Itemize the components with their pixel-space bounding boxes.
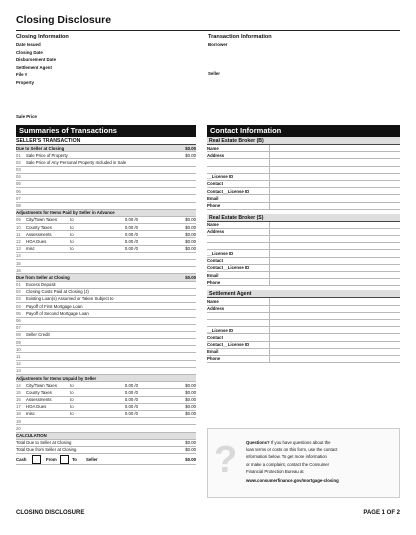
contact-field-row bbox=[207, 243, 400, 250]
contact-field-row: Contact bbox=[207, 334, 400, 341]
cash-row: Cash From To Seller $0.00 bbox=[16, 454, 196, 465]
table-row: 06 bbox=[16, 188, 196, 195]
contact-field-row bbox=[207, 313, 400, 320]
contact-field-value[interactable] bbox=[269, 167, 400, 173]
table-row: 02 Closing Costs Paid at Closing (J) bbox=[16, 289, 196, 296]
contact-block-title: Settlement Agent bbox=[207, 290, 400, 298]
contact-field-value[interactable] bbox=[269, 334, 400, 340]
contact-field-value[interactable] bbox=[269, 181, 400, 187]
table-row: 20 bbox=[16, 425, 196, 432]
contact-field-value[interactable] bbox=[269, 327, 400, 333]
contact-field-value[interactable] bbox=[269, 243, 400, 249]
contact-field-value[interactable] bbox=[269, 306, 400, 312]
table-row: 15 County Taxes to 0.00 /0 $0.00 bbox=[16, 389, 196, 395]
table-row: 07 bbox=[16, 325, 196, 332]
contact-field-value[interactable] bbox=[269, 356, 400, 362]
contact-field-row: Email bbox=[207, 349, 400, 356]
title-rule bbox=[16, 30, 400, 31]
contact-field-row bbox=[207, 236, 400, 243]
contact-block-title: Real Estate Broker (B) bbox=[207, 137, 400, 145]
summaries-heading: Summaries of Transactions bbox=[16, 125, 196, 137]
contact-field-value[interactable] bbox=[269, 272, 400, 278]
closing-date-label: Closing Date bbox=[16, 49, 43, 55]
contact-field-value[interactable] bbox=[269, 258, 400, 264]
contact-field-value[interactable] bbox=[269, 222, 400, 228]
contact-heading: Contact Information bbox=[207, 125, 400, 137]
table-row: 16 Assessments to 0.00 /0 $0.00 bbox=[16, 397, 196, 403]
contact-block-title: Real Estate Broker (S) bbox=[207, 214, 400, 222]
table-row: 14 bbox=[16, 253, 196, 260]
contact-information bbox=[207, 125, 400, 363]
table-row: 09 City/Town Taxes to 0.00 /0 $0.00 bbox=[16, 217, 196, 223]
contact-field-value[interactable] bbox=[269, 195, 400, 201]
contact-field-value[interactable] bbox=[269, 174, 400, 180]
table-row: 16 bbox=[16, 267, 196, 274]
contact-field-value[interactable] bbox=[269, 203, 400, 209]
transaction-information bbox=[208, 34, 398, 49]
contact-field-row: Email bbox=[207, 195, 400, 202]
total-due-from-seller-row: Total Due from Seller at Closing $0.00 bbox=[16, 447, 196, 453]
contact-field-value[interactable] bbox=[269, 229, 400, 235]
sellers-transaction-heading: SELLER'S TRANSACTION bbox=[16, 137, 196, 145]
calculation-heading-row: CALCULATION bbox=[16, 433, 196, 440]
table-row: 04 Payoff of First Mortgage Loan bbox=[16, 303, 196, 310]
table-row: 12 HOA Dues to 0.00 /0 $0.00 bbox=[16, 238, 196, 244]
table-row: 13 misc to 0.00 /0 $0.00 bbox=[16, 246, 196, 252]
contact-field-row: __License ID bbox=[207, 250, 400, 257]
from-checkbox[interactable] bbox=[32, 455, 41, 464]
due-to-seller-row: Due to Seller at Closing $0.00 bbox=[16, 145, 196, 151]
table-row: 14 City/Town Taxes to 0.00 /0 $0.00 bbox=[16, 382, 196, 388]
cfpb-link[interactable]: www.consumerfinance.gov/mortgage-closing bbox=[246, 478, 339, 484]
total-due-to-seller-row: Total Due to Seller at Closing $0.00 bbox=[16, 440, 196, 446]
table-row: 13 bbox=[16, 368, 196, 375]
contact-field-value[interactable] bbox=[269, 188, 400, 194]
contact-field-row: Address bbox=[207, 229, 400, 236]
contact-field-value[interactable] bbox=[269, 159, 400, 165]
contact-field-row: Phone bbox=[207, 279, 400, 286]
table-row: 10 bbox=[16, 346, 196, 353]
contact-field-row: Contact__License ID bbox=[207, 342, 400, 349]
contact-field-row: Phone bbox=[207, 203, 400, 210]
table-row: 08 bbox=[16, 203, 196, 210]
contact-field-row: Address bbox=[207, 306, 400, 313]
contact-field-row: __License ID bbox=[207, 174, 400, 181]
contact-block bbox=[207, 137, 400, 210]
disbursement-date-label: Disbursement Date bbox=[16, 57, 57, 62]
contact-field-value[interactable] bbox=[269, 236, 400, 242]
contact-field-row bbox=[207, 167, 400, 174]
page-title: Closing Disclosure bbox=[16, 14, 112, 26]
contact-field-row bbox=[207, 159, 400, 166]
contact-field-row: Contact bbox=[207, 181, 400, 188]
sale-price-label: Sale Price bbox=[16, 114, 37, 119]
table-row: 10 County Taxes to 0.00 /0 $0.00 bbox=[16, 224, 196, 230]
contact-field-value[interactable] bbox=[269, 279, 400, 285]
contact-field-value[interactable] bbox=[269, 250, 400, 256]
table-row: 04 bbox=[16, 174, 196, 181]
table-row: 12 bbox=[16, 361, 196, 368]
contact-block bbox=[207, 214, 400, 287]
contact-field-row: Address bbox=[207, 152, 400, 159]
closing-info-heading: Closing Information bbox=[16, 34, 69, 40]
table-row: 06 bbox=[16, 318, 196, 325]
questions-box bbox=[207, 428, 400, 498]
table-row: 01 Sale Price of Property $0.00 bbox=[16, 152, 196, 158]
contact-field-value[interactable] bbox=[269, 145, 400, 151]
contact-block bbox=[207, 290, 400, 363]
summaries-of-transactions bbox=[16, 125, 196, 465]
seller-label: Seller bbox=[208, 71, 220, 76]
contact-field-value[interactable] bbox=[269, 152, 400, 158]
table-row: 03 Existing Loan(s) Assumed or Taken Subject to bbox=[16, 296, 196, 303]
contact-field-value[interactable] bbox=[269, 298, 400, 304]
contact-field-row: Contact bbox=[207, 258, 400, 265]
contact-field-row: Email bbox=[207, 272, 400, 279]
table-row: 05 Payoff of Second Mortgage Loan bbox=[16, 310, 196, 317]
adjust-unpaid-heading-row: Adjustments for Items Unpaid by Seller bbox=[16, 375, 196, 382]
to-checkbox[interactable] bbox=[60, 455, 69, 464]
property-label: Property bbox=[16, 79, 35, 85]
footer-page-number: PAGE 1 OF 2 bbox=[363, 510, 400, 516]
contact-field-row: Contact__License ID bbox=[207, 188, 400, 195]
table-row: 11 bbox=[16, 353, 196, 360]
table-row: 11 Assessments to 0.00 /0 $0.00 bbox=[16, 231, 196, 237]
table-row: 05 bbox=[16, 181, 196, 188]
questions-text: Questions? If you have questions about the loan terms or costs on this form, use the contact information below. To get more information or make a complaint, contact the Consumer Financial Protection Bureau at www.consumerfinance.gov/mortgage-closing bbox=[246, 439, 396, 484]
contact-field-row: Phone bbox=[207, 356, 400, 363]
closing-information bbox=[16, 34, 186, 86]
contact-field-value[interactable] bbox=[269, 313, 400, 319]
transaction-info-heading: Transaction Information bbox=[208, 34, 272, 40]
file-number-label: File # bbox=[16, 72, 28, 77]
question-mark-icon: ? bbox=[214, 439, 238, 481]
contact-field-value[interactable] bbox=[269, 265, 400, 271]
contact-field-row: __License ID bbox=[207, 327, 400, 334]
footer-left: CLOSING DISCLOSURE bbox=[16, 510, 85, 516]
settlement-agent-label: Settlement Agent bbox=[16, 64, 52, 70]
table-row: 02 Sale Price of Any Personal Property Included in Sale bbox=[16, 159, 196, 166]
table-row: 17 HOA Dues to 0.00 /0 $0.00 bbox=[16, 404, 196, 410]
contact-field-row: Name bbox=[207, 222, 400, 229]
due-from-seller-row: Due from Seller at Closing $0.00 bbox=[16, 274, 196, 280]
contact-field-row: Contact__License ID bbox=[207, 265, 400, 272]
table-row: 01 Excess Deposit bbox=[16, 282, 196, 289]
contact-field-row: Name bbox=[207, 145, 400, 152]
contact-field-row: Name bbox=[207, 298, 400, 305]
contact-field-value[interactable] bbox=[269, 349, 400, 355]
contact-field-value[interactable] bbox=[269, 342, 400, 348]
table-row: 09 bbox=[16, 339, 196, 346]
table-row: 03 bbox=[16, 167, 196, 174]
adjust-advance-heading-row: Adjustments for Items Paid by Seller in Advance bbox=[16, 210, 196, 217]
table-row: 08 Seller Credit bbox=[16, 332, 196, 339]
contact-field-value[interactable] bbox=[269, 320, 400, 326]
borrower-label: Borrower bbox=[208, 42, 228, 47]
contact-field-row bbox=[207, 320, 400, 327]
table-row: 18 misc to 0.00 /0 $0.00 bbox=[16, 411, 196, 417]
table-row: 07 bbox=[16, 195, 196, 202]
table-row: 19 bbox=[16, 418, 196, 425]
date-issued-label: Date Issued bbox=[16, 42, 41, 47]
table-row: 15 bbox=[16, 260, 196, 267]
